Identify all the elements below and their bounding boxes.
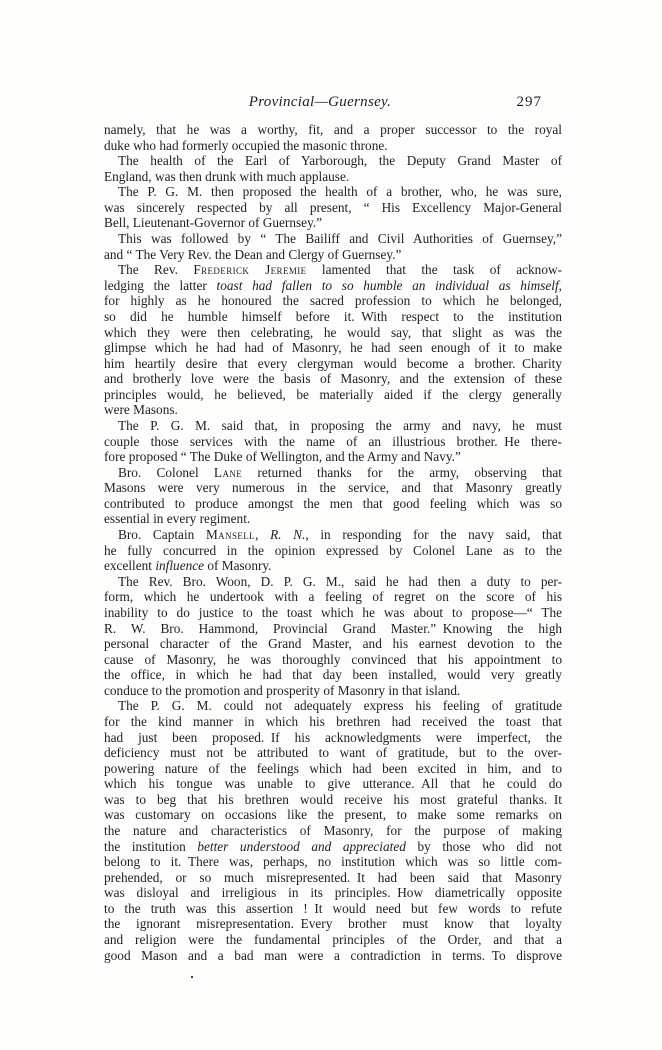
- running-header: [104, 94, 562, 112]
- text-line: was sincerely respected by all present, “ His Excellency Major-General: [104, 199, 562, 215]
- text-line: so did he humble himself before it. With respect to the institution: [104, 308, 562, 324]
- text-line: essential in every regiment.: [104, 511, 251, 527]
- text-line: England, was then drunk with much applause.: [104, 168, 350, 184]
- text-line: R. W. Bro. Hammond, Provincial Grand Master.” Knowing the high: [104, 620, 562, 636]
- text-line: were Masons.: [104, 402, 178, 418]
- text-line: to the truth was this assertion ! It would need but few words to refute: [104, 900, 562, 916]
- text-line: he fully concurred in the opinion expressed by Colonel Lane as to the: [104, 542, 562, 558]
- text-line: couple those services with the name of an illustrious brother. He there-: [104, 433, 562, 449]
- text-line: namely, that he was a worthy, fit, and a proper successor to the royal: [104, 122, 562, 137]
- text-line: cause of Masonry, he was thoroughly convinced that his appointment to: [104, 651, 562, 667]
- text-line: contributed to produce amongst the men that good feeling which was so: [104, 495, 562, 511]
- text-line: Bro. Captain Mansell, R. N., in responding for the navy said, that: [118, 527, 562, 543]
- ink-speck: [191, 976, 193, 978]
- text-line: principles would, he believed, be materially aided if the clergy generally: [104, 386, 562, 402]
- text-line: powering nature of the feelings which had been excited in him, and to: [104, 760, 562, 776]
- text-line: glimpse which he had had of Masonry, he had seen enough of it to make: [104, 340, 562, 356]
- text-line: This was followed by “ The Bailiff and Civil Authorities of Guernsey,”: [118, 231, 562, 247]
- text-line: personal character of the Grand Master, and his earnest devotion to the: [104, 636, 562, 652]
- page-number: 297: [516, 94, 542, 110]
- text-line: Bell, Lieutenant-Governor of Guernsey.”: [104, 215, 323, 231]
- text-line: was disloyal and irreligious in its principles. How diametrically opposite: [104, 885, 562, 901]
- text-line: for the kind manner in which his brethren had received the toast that: [104, 713, 562, 729]
- header-title: Provincial—Guernsey.: [248, 94, 392, 110]
- text-line: him heartily desire that every clergyman would become a brother. Charity: [104, 355, 562, 371]
- text-line: duke who had formerly occupied the masonic throne.: [104, 137, 388, 153]
- text-line: inability to do justice to the toast which he was about to propose—“ The: [104, 604, 562, 620]
- text-line: The P. G. M. said that, in proposing the army and navy, he must: [118, 417, 562, 433]
- text-line: prehended, or so much misrepresented. It had been said that Masonry: [104, 869, 562, 885]
- text-line: fore proposed “ The Duke of Wellington, and the Army and Navy.”: [104, 449, 461, 465]
- text-line: The Rev. Bro. Woon, D. P. G. M., said he had then a duty to per-: [118, 573, 562, 589]
- page-text: [104, 122, 562, 963]
- text-line: Masons were very numerous in the service, and that Masonry greatly: [104, 480, 562, 496]
- text-line: deficiency must not be attributed to want of gratitude, but to the over-: [104, 745, 562, 761]
- text-line: and “ The Very Rev. the Dean and Clergy of Guernsey.”: [104, 246, 402, 262]
- text-line: for highly as he honoured the sacred profession to which he belonged,: [104, 293, 562, 309]
- text-line: The Rev. Frederick Jeremie lamented that the task of acknow-: [118, 262, 563, 278]
- text-line: The P. G. M. could not adequately express his feeling of gratitude: [118, 698, 562, 714]
- text-line: form, which he undertook with a feeling of regret on the score of his: [104, 589, 562, 605]
- text-line: and brotherly love were the basis of Masonry, and the extension of these: [104, 371, 562, 387]
- text-line: ledging the latter toast had fallen to so humble an individual as himself,: [104, 277, 562, 293]
- text-line: the ignorant misrepresentation. Every brother must know that loyalty: [104, 916, 562, 932]
- text-line: was to beg that his brethren would receive his most grateful thanks. It: [104, 791, 562, 807]
- text-line: The P. G. M. then proposed the health of a brother, who, he was sure,: [118, 184, 562, 200]
- text-line: had just been proposed. If his acknowledgments were imperfect, the: [104, 729, 562, 745]
- text-line: was customary on occasions like the present, to make some remarks on: [104, 807, 562, 823]
- text-line: Bro. Colonel Lane returned thanks for the army, observing that: [118, 464, 562, 480]
- text-line: the office, in which he had that day been installed, would very greatly: [104, 667, 562, 683]
- text-line: which his tongue was unable to give utterance. All that he could do: [104, 776, 562, 792]
- text-line: excellent influence of Masonry.: [104, 558, 272, 574]
- text-line: the institution better understood and appreciated by those who did not: [104, 838, 562, 854]
- text-line: good Mason and a bad man were a contradiction in terms. To disprove: [104, 947, 562, 963]
- text-line: The health of the Earl of Yarborough, the Deputy Grand Master of: [118, 153, 562, 169]
- text-line: the nature and characteristics of Masonry, for the purpose of making: [104, 823, 562, 839]
- text-line: and religion were the fundamental principles of the Order, and that a: [104, 932, 562, 948]
- text-line: which they were then celebrating, he would say, that slight as was the: [104, 324, 562, 340]
- text-line: conduce to the promotion and prosperity of Masonry in that island.: [104, 682, 461, 698]
- text-line: belong to it. There was, perhaps, no institution which was so little com-: [104, 854, 562, 870]
